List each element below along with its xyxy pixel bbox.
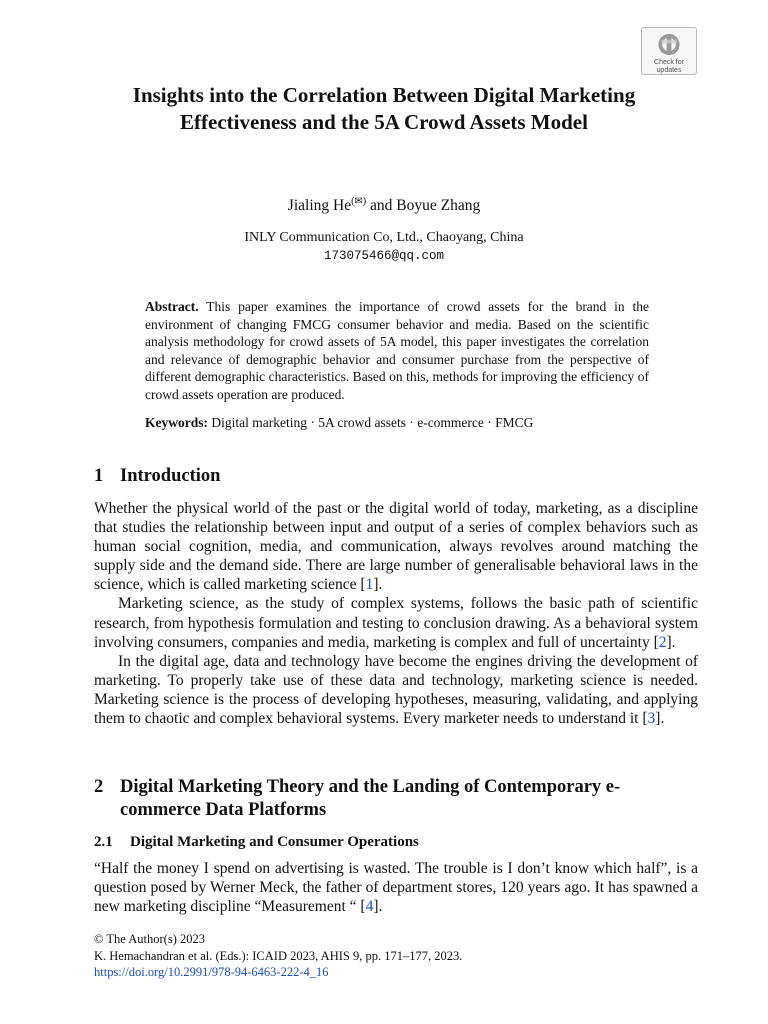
author-first: Jialing He xyxy=(287,197,352,214)
keywords-label: Keywords: xyxy=(145,415,208,430)
abstract-label: Abstract. xyxy=(145,299,199,314)
paragraph xyxy=(94,499,698,594)
author-rest: and Boyue Zhang xyxy=(366,197,481,214)
keywords xyxy=(145,415,649,431)
paragraph-end: ]. xyxy=(655,710,665,728)
paragraph-text: Whether the physical world of the past or the digital world of today, marketing, as a discipline that studies the relationship between input and output of a series of complex behaviors such as human social cognition, media, and communication, always revolves around matching the supply side and the demand side. There are large number of generalisable behavioral laws in the science, which is called marketing science [ xyxy=(94,500,698,594)
crossmark-icon xyxy=(655,32,683,57)
subsection-body xyxy=(94,859,698,916)
abstract xyxy=(145,298,649,404)
keywords-text: Digital marketing · 5A crowd assets · e-commerce · FMCG xyxy=(208,415,534,430)
section-heading-digital-marketing-theory xyxy=(94,776,704,821)
paragraph xyxy=(94,859,698,916)
section-title: Digital Marketing Theory and the Landing of Contemporary e-commerce Data Platforms xyxy=(120,777,621,820)
paragraph-end: ]. xyxy=(373,576,383,594)
paper-title: Insights into the Correlation Between Digital Marketing Effectiveness and the 5A Crowd Assets Model xyxy=(132,83,636,134)
paragraph-text: In the digital age, data and technology have become the engines driving the development of marketing. To properly take use of these data and technology, marketing science is needed. Marketing science is the process of developing hypotheses, measuring, validating, and applying them to chaotic and complex behavioral systems. Every marketer needs to understand it [ xyxy=(94,652,698,728)
subsection-number: 2.1 xyxy=(94,834,113,850)
doi-link[interactable]: https://doi.org/10.2991/978-94-6463-222-4_16 xyxy=(94,965,329,979)
section-number: 1 xyxy=(94,466,104,486)
citation-link[interactable]: 2 xyxy=(658,633,667,651)
citation-link[interactable]: 1 xyxy=(365,576,374,594)
paragraph-end: ]. xyxy=(373,898,383,916)
paragraph-text: “Half the money I spend on advertising is wasted. The trouble is I don’t know which half”, is a question posed by Werner Meck, the father of department stores, 120 years ago. It has spawned a new marketing discipline “Measurement “ [ xyxy=(94,860,698,916)
paragraph-text: Marketing science, as the study of complex systems, follows the basic path of scientific research, from hypothesis formulation and testing to conclusion drawing. As a behavioral system involving consumers, companies and media, marketing is complex and full of uncertainty [ xyxy=(94,595,698,651)
author-email[interactable]: 173075466@qq.com xyxy=(323,249,445,263)
paragraph xyxy=(94,594,698,651)
copyright-line: © The Author(s) 2023 xyxy=(94,932,205,946)
section-title: Introduction xyxy=(120,466,221,486)
section-heading-introduction xyxy=(94,465,704,488)
affiliation: INLY Communication Co, Ltd., Chaoyang, China xyxy=(244,230,524,245)
subsection-title: Digital Marketing and Consumer Operations xyxy=(130,834,419,850)
affiliation-block xyxy=(94,229,674,265)
check-for-updates-badge[interactable] xyxy=(641,27,697,75)
citation-line: K. Hemachandran et al. (Eds.): ICAID 2023, AHIS 9, pp. 171–177, 2023. xyxy=(94,948,463,963)
citation-link[interactable]: 3 xyxy=(647,710,656,728)
subsection-heading xyxy=(94,833,704,851)
page-footer xyxy=(94,931,698,981)
section-number: 2 xyxy=(94,777,104,797)
citation-link[interactable]: 4 xyxy=(365,898,374,916)
abstract-text: This paper examines the importance of crowd assets for the brand in the environment of changing FMCG consumer behavior and media. Based on the scientific analysis methodology for crowd assets of 5A model, this paper investigates the correlation and relevance of demographic behavior and consumer purchase from the perspective of different demographic characteristics. Based on this, methods for improving the efficiency of crowd assets operation are produced. xyxy=(145,299,649,402)
check-for-updates-label: Check for updates xyxy=(654,59,684,74)
author-list xyxy=(94,197,674,215)
corresponding-author-icon: (✉) xyxy=(351,195,367,207)
section-introduction-body xyxy=(94,499,698,728)
paragraph-end: ]. xyxy=(666,633,676,651)
paragraph xyxy=(94,652,698,728)
